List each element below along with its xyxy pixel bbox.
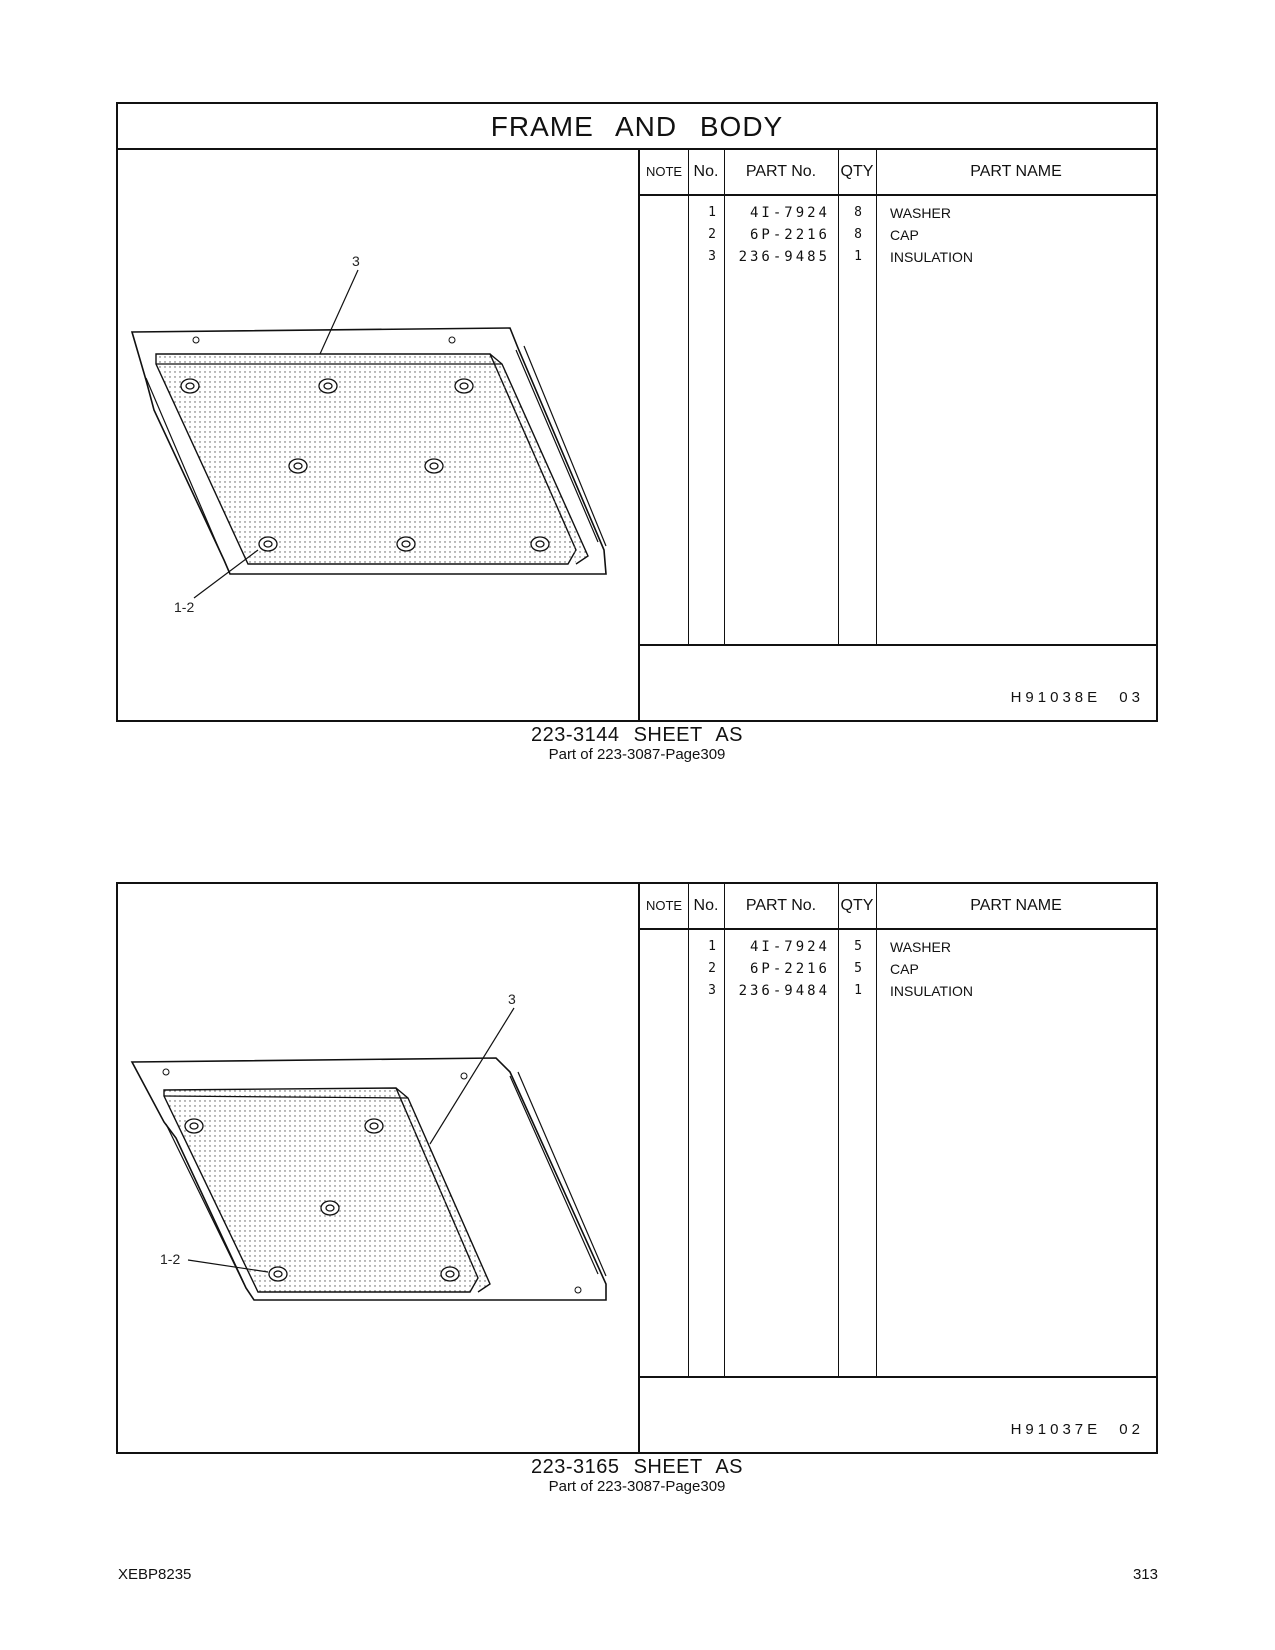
- callout-label: 3: [352, 253, 360, 269]
- illustration-code-strip: [640, 1376, 1156, 1452]
- illustration-code: H91037E 02: [1010, 1421, 1144, 1438]
- header-note: NOTE: [645, 164, 683, 179]
- illustration-code: H91038E 03: [1010, 689, 1144, 706]
- table-header: [640, 150, 1156, 196]
- document-number: XEBP8235: [118, 1566, 192, 1583]
- header-note: NOTE: [645, 898, 683, 913]
- callout-label: 1-2: [174, 599, 195, 615]
- assembly-caption-1: [116, 724, 1158, 763]
- callout-label: 1-2: [160, 1251, 181, 1267]
- section-title: FRAME AND BODY: [118, 104, 1156, 150]
- table-row: 3 236-9485 1 INSULATION: [708, 249, 973, 265]
- header-part-name: PART NAME: [970, 897, 1062, 914]
- illustration-1: [118, 150, 638, 720]
- header-part-no: PART No.: [745, 897, 817, 914]
- assembly-reference: Part of 223-3087-Page309: [548, 746, 726, 763]
- callout-label: 3: [508, 991, 516, 1007]
- table-row: 2 6P-2216 8 CAP: [708, 227, 919, 243]
- assembly-title: 223-3165 SHEET AS: [530, 1456, 744, 1478]
- illustration-2: [118, 884, 638, 1452]
- header-qty: QTY: [840, 163, 874, 180]
- table-row: 1 4I-7924 5 WASHER: [708, 939, 951, 955]
- parts-table-2: [638, 884, 1156, 1452]
- assembly-caption-2: [116, 1456, 1158, 1495]
- parts-panel-2: [116, 882, 1158, 1454]
- table-header: [640, 884, 1156, 930]
- assembly-reference: Part of 223-3087-Page309: [548, 1478, 726, 1495]
- header-part-name: PART NAME: [970, 163, 1062, 180]
- table-row: 1 4I-7924 8 WASHER: [708, 205, 951, 221]
- illustration-code-strip: [640, 644, 1156, 720]
- header-qty: QTY: [840, 897, 874, 914]
- parts-panel-1: [116, 102, 1158, 722]
- page-number: 313: [1132, 1566, 1158, 1583]
- assembly-title: 223-3144 SHEET AS: [530, 724, 744, 746]
- table-row: 3 236-9484 1 INSULATION: [708, 983, 973, 999]
- header-part-no: PART No.: [745, 163, 817, 180]
- table-row: 2 6P-2216 5 CAP: [708, 961, 919, 977]
- parts-table-1: [638, 150, 1156, 720]
- header-no: No.: [693, 897, 719, 914]
- header-no: No.: [693, 163, 719, 180]
